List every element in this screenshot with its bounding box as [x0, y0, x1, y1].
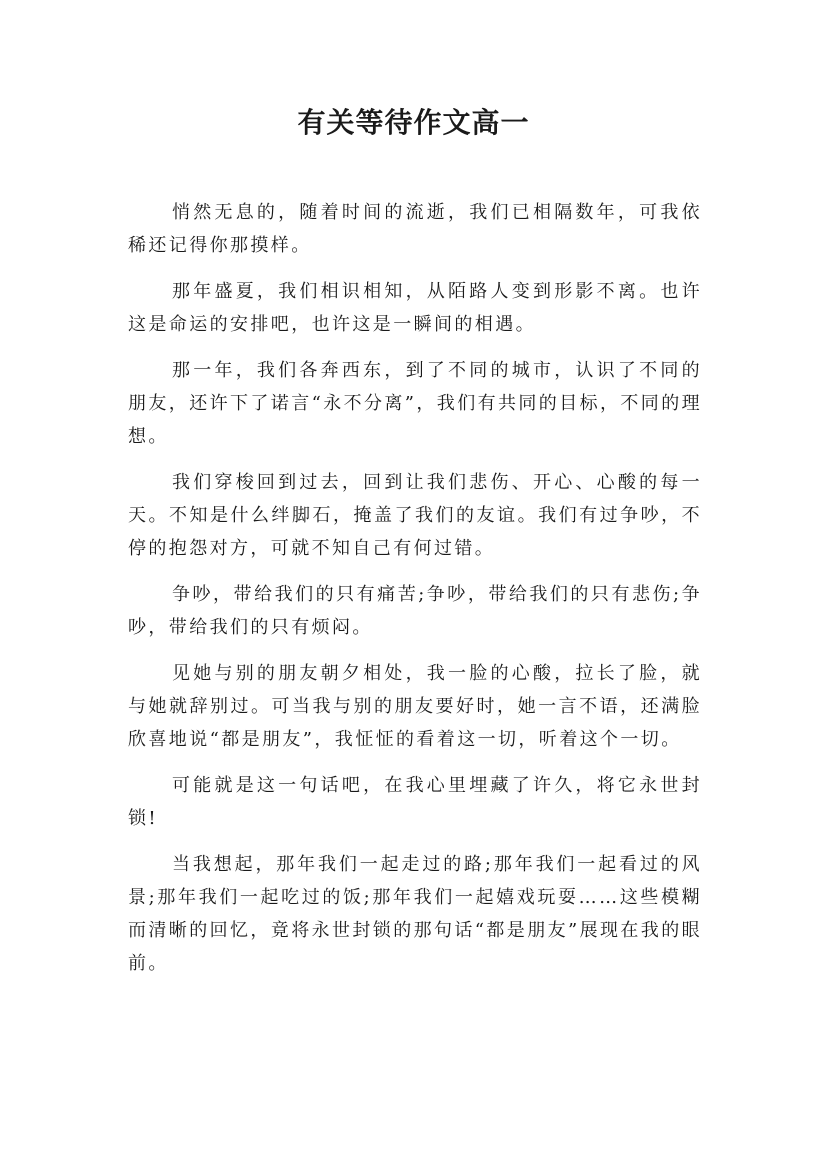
paragraph: 当我想起，那年我们一起走过的路;那年我们一起看过的风景;那年我们一起吃过的饭;那年我们一起嬉戏玩耍……这些模糊而清晰的回忆，竟将永世封锁的那句话“都是朋友”展现在我的眼前。 [128, 854, 703, 974]
document-body [128, 196, 702, 993]
paragraph: 见她与别的朋友朝夕相处，我一脸的心酸，拉长了脸，就与她就辞别过。可当我与别的朋友要好时，她一言不语，还满脸欣喜地说“都是朋友”，我怔怔的看着这一切，听着这个一切。 [128, 663, 702, 750]
paragraph: 那年盛夏，我们相识相知，从陌路人变到形影不离。也许这是命运的安排吧，也许这是一瞬间的相遇。 [128, 281, 702, 335]
paragraph: 可能就是这一句话吧，在我心里埋藏了许久，将它永世封锁! [128, 775, 702, 829]
paragraph: 悄然无息的，随着时间的流逝，我们已相隔数年，可我依稀还记得你那摸样。 [128, 202, 702, 256]
document-title: 有关等待作文高一 [297, 106, 530, 139]
paragraph: 我们穿梭回到过去，回到让我们悲伤、开心、心酸的每一天。不知是什么绊脚石，掩盖了我们的友谊。我们有过争吵，不停的抱怨对方，可就不知自己有何过错。 [128, 472, 702, 559]
paragraph: 争吵，带给我们的只有痛苦;争吵，带给我们的只有悲伤;争吵，带给我们的只有烦闷。 [128, 584, 702, 638]
paragraph: 那一年，我们各奔西东，到了不同的城市，认识了不同的朋友，还许下了诺言“永不分离”，我们有共同的目标，不同的理想。 [128, 360, 703, 447]
